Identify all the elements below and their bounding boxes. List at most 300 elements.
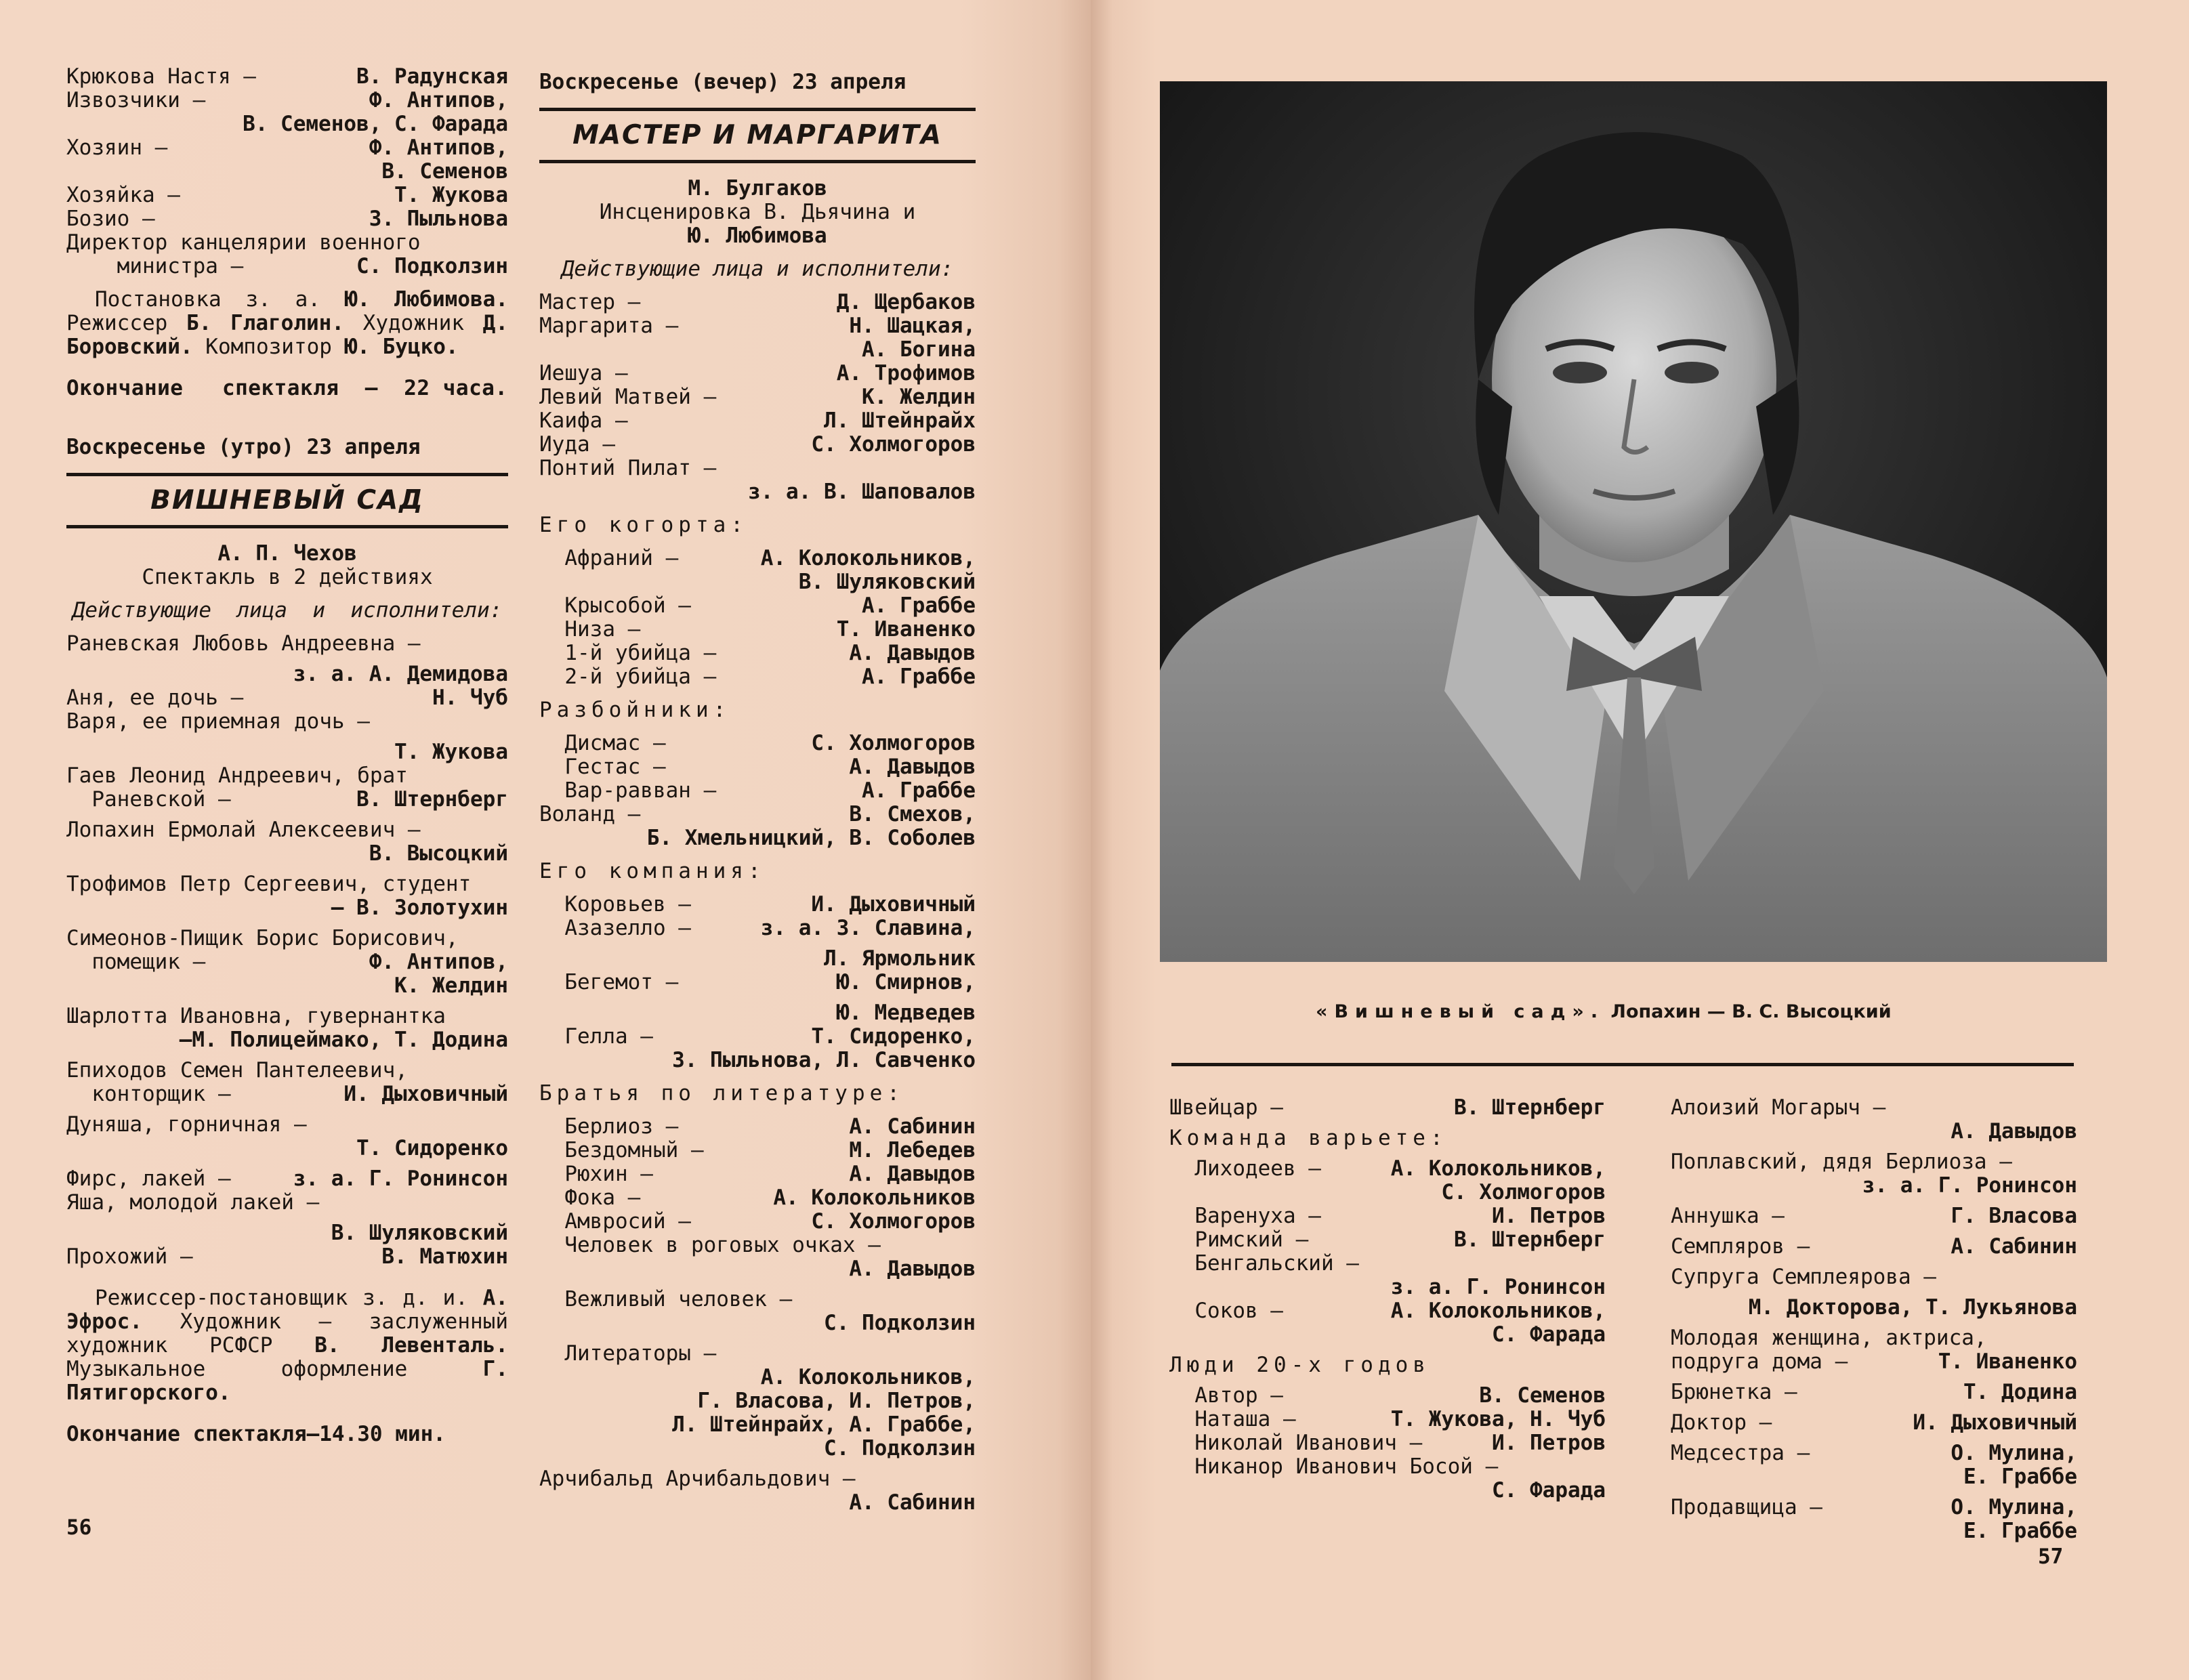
cast-row bbox=[66, 1005, 508, 1028]
role-label: Варенуха — bbox=[1169, 1204, 1321, 1228]
cast-list-2 bbox=[66, 632, 508, 1269]
page-number-left: 56 bbox=[66, 1515, 92, 1540]
photo-caption: «Вишневый сад». Лопахин — В. С. Высоцкий bbox=[1316, 1001, 1892, 1022]
left-column-2 bbox=[539, 70, 976, 1515]
performer-name: В. Радунская bbox=[356, 64, 508, 89]
date-heading-3: Воскресенье (вечер) 23 апреля bbox=[539, 70, 906, 94]
cast-row bbox=[539, 1366, 976, 1389]
role-label: Хозяин — bbox=[66, 135, 168, 160]
portrait-photo bbox=[1160, 81, 2107, 962]
cast-row bbox=[539, 480, 976, 504]
play-adaptation: Инсценировка В. Дьячина и bbox=[599, 200, 916, 224]
end-time-1: Окончание спектакля — 22 часа. bbox=[66, 376, 508, 400]
cast-row bbox=[66, 1245, 508, 1269]
performer-name: А. Богина bbox=[862, 337, 976, 362]
performer-name: В. Шуляковский bbox=[331, 1221, 508, 1245]
performer-name: С. Холмогоров bbox=[811, 432, 976, 457]
role-label: Продавщица — bbox=[1671, 1495, 1822, 1519]
cast-row bbox=[539, 1210, 976, 1234]
performer-name: Т. Жукова, Н. Чуб bbox=[1390, 1407, 1606, 1431]
cast-row bbox=[1671, 1265, 2077, 1289]
cast-header-2: Действующие лица и исполнители: bbox=[72, 598, 503, 623]
cast-row bbox=[539, 1342, 976, 1366]
cast-row bbox=[539, 826, 976, 850]
performer-name: з. а. Г. Ронинсон bbox=[293, 1167, 508, 1191]
role-label: министра — bbox=[66, 254, 244, 278]
performer-name: В. Высоцкий bbox=[369, 841, 508, 866]
role-label: Крысобой — bbox=[539, 593, 691, 618]
cast-row bbox=[1671, 1350, 2077, 1374]
performer-name: А. Давыдов bbox=[849, 641, 976, 665]
performer-name: А. Давыдов bbox=[849, 1257, 976, 1281]
performer-name: Е. Граббе bbox=[1963, 1465, 2077, 1489]
performer-name: Ф. Антипов, bbox=[369, 135, 508, 160]
cast-row bbox=[539, 1257, 976, 1281]
performer-name: К. Желдин bbox=[862, 385, 976, 409]
role-label: Алоизий Могарыч — bbox=[1671, 1095, 1886, 1120]
role-label: Автор — bbox=[1169, 1383, 1283, 1408]
role-label: подруга дома — bbox=[1671, 1349, 1848, 1374]
performer-name: А. Колокольников, bbox=[1390, 1156, 1606, 1181]
cast-row bbox=[66, 255, 508, 278]
cast-row bbox=[66, 1191, 508, 1215]
role-label: Поплавский, дядя Берлиоза — bbox=[1671, 1150, 2012, 1174]
performer-name: А. Граббе bbox=[862, 593, 976, 618]
cast-row bbox=[539, 314, 976, 338]
role-label: Раневской — bbox=[66, 787, 231, 812]
end-time-2: Окончание спектакля—14.30 мин. bbox=[66, 1422, 446, 1446]
rule bbox=[539, 108, 976, 111]
staff-credits-1 bbox=[66, 288, 508, 359]
cast-row bbox=[1169, 1384, 1606, 1408]
performer-name: О. Мулина, bbox=[1951, 1495, 2077, 1519]
cast-row bbox=[1169, 1431, 1606, 1455]
role-label: Арчибальд Арчибальдович — bbox=[539, 1467, 856, 1491]
cast-row bbox=[66, 160, 508, 184]
role-label: Соков — bbox=[1169, 1299, 1283, 1323]
cast-row bbox=[1169, 1323, 1606, 1347]
role-label: Медсестра — bbox=[1671, 1441, 1810, 1465]
cast-row bbox=[1671, 1442, 2077, 1465]
performer-name: з. а. А. Демидова bbox=[293, 662, 508, 686]
credit-text: Художник — заслуженный художник РСФСР bbox=[66, 1309, 508, 1358]
cast-row bbox=[66, 112, 508, 136]
cast-row bbox=[1169, 1455, 1606, 1479]
cast-row bbox=[539, 1288, 976, 1311]
cast-row bbox=[66, 1059, 508, 1083]
performer-name: С. Холмогоров bbox=[1441, 1180, 1606, 1204]
cast-row bbox=[539, 1413, 976, 1437]
performer-name: А. Колокольников bbox=[773, 1185, 976, 1210]
performer-name: В. Семенов, С. Фарада bbox=[243, 112, 508, 136]
role-label: Фока — bbox=[539, 1185, 641, 1210]
performer-name: Н. Шацкая, bbox=[849, 314, 976, 338]
cast-row bbox=[539, 570, 976, 594]
cast-row bbox=[1671, 1326, 2077, 1350]
cast-row bbox=[66, 950, 508, 974]
performer-name: С. Подколзин bbox=[824, 1311, 976, 1335]
cast-row bbox=[66, 740, 508, 764]
cast-row bbox=[66, 136, 508, 160]
performer-name: С. Подколзин bbox=[824, 1436, 976, 1461]
role-label: Иешуа — bbox=[539, 361, 628, 385]
performer-name: З. Пыльнова bbox=[369, 207, 508, 231]
cast-row bbox=[66, 1137, 508, 1160]
cast-row bbox=[66, 818, 508, 842]
performer-name: Н. Чуб bbox=[432, 686, 508, 710]
credit-text: Художник bbox=[343, 311, 483, 335]
role-label: Хозяйка — bbox=[66, 183, 180, 207]
performer-name: Т. Сидоренко bbox=[356, 1136, 508, 1160]
role-label: Аннушка — bbox=[1671, 1204, 1785, 1228]
credit-text: Постановка з. а. bbox=[95, 287, 345, 312]
performer-name: А. Колокольников, bbox=[760, 1365, 976, 1389]
role-label: Крюкова Настя — bbox=[66, 64, 256, 89]
role-label: Азазелло — bbox=[539, 916, 691, 940]
role-label: Наташа — bbox=[1169, 1407, 1296, 1431]
performer-name: з. а. Г. Ронинсон bbox=[1390, 1275, 1606, 1299]
date-heading-2: Воскресенье (утро) 23 апреля bbox=[66, 435, 421, 459]
cast-row bbox=[1671, 1235, 2077, 1259]
performer-name: Л. Штейнрайх bbox=[824, 408, 976, 433]
performer-name: Ю. Медведев bbox=[836, 1001, 976, 1025]
cast-row bbox=[539, 362, 976, 385]
performer-name: В. Матюхин bbox=[381, 1244, 508, 1269]
cast-row bbox=[539, 291, 976, 314]
role-label: помещик — bbox=[66, 950, 206, 974]
rule bbox=[66, 525, 508, 528]
credit-text: Б. Глаголин. bbox=[186, 311, 344, 335]
role-label: Лиходеев — bbox=[1169, 1156, 1321, 1181]
cast-row bbox=[539, 917, 976, 940]
cast-row bbox=[1671, 1411, 2077, 1435]
performer-name: А. Давыдов bbox=[849, 755, 976, 779]
cast-row bbox=[1671, 1204, 2077, 1228]
cast-row bbox=[66, 89, 508, 112]
right-column-1 bbox=[1169, 1096, 1606, 1503]
performer-name: И. Дыховичный bbox=[1913, 1410, 2077, 1435]
role-label: Гаев Леонид Андреевич, брат bbox=[66, 763, 408, 788]
play-adaptation-2: Ю. Любимова bbox=[688, 224, 827, 248]
cast-row bbox=[66, 896, 508, 920]
cast-row bbox=[539, 1186, 976, 1210]
cast-row bbox=[66, 663, 508, 686]
role-label: Варя, ее приемная дочь — bbox=[66, 709, 370, 734]
performer-name: з. а. З. Славина, bbox=[760, 916, 976, 940]
role-label: Фирс, лакей — bbox=[66, 1167, 231, 1191]
performer-name: Т. Иваненко bbox=[836, 617, 976, 642]
cast-row bbox=[1671, 1174, 2077, 1198]
performer-name: В. Штернберг bbox=[1454, 1227, 1606, 1252]
performer-name: З. Пыльнова, Л. Савченко bbox=[672, 1048, 976, 1072]
staff-credits-2 bbox=[66, 1286, 508, 1405]
credit-text: Музыкальное оформление bbox=[66, 1357, 483, 1381]
performer-name: В. Шуляковский bbox=[798, 570, 976, 594]
performer-name: С. Холмогоров bbox=[811, 731, 976, 755]
cast-row bbox=[66, 231, 508, 255]
group-heading: Его когорта: bbox=[539, 513, 748, 537]
role-label: Низа — bbox=[539, 617, 641, 642]
role-label: Трофимов Петр Сергеевич, студент bbox=[66, 872, 472, 896]
cast-row bbox=[539, 732, 976, 755]
credit-text: Д. Боровский. bbox=[66, 311, 508, 359]
role-label: 1-й убийца — bbox=[539, 641, 717, 665]
performer-name: Т. Сидоренко, bbox=[811, 1024, 976, 1049]
group-heading: Разбойники: bbox=[539, 698, 731, 722]
performer-name: з. а. В. Шаповалов bbox=[748, 480, 976, 504]
performer-name: М. Лебедев bbox=[849, 1138, 976, 1162]
cast-list-3e bbox=[539, 1115, 976, 1515]
cast-row bbox=[539, 1115, 976, 1139]
credit-text: Ю. Любимова. bbox=[344, 287, 508, 312]
performer-name: Т. Жукова bbox=[394, 740, 508, 764]
cast-row bbox=[1671, 1096, 2077, 1120]
performer-name: А. Колокольников, bbox=[1390, 1299, 1606, 1323]
cast-row bbox=[66, 788, 508, 812]
cast-row bbox=[539, 779, 976, 803]
credit-text: В. Левенталь. bbox=[314, 1333, 508, 1358]
cast-row bbox=[539, 457, 976, 480]
role-label: Коровьев — bbox=[539, 892, 691, 917]
page-number-right: 57 bbox=[2038, 1545, 2064, 1569]
cast-row bbox=[1671, 1519, 2077, 1543]
role-label: Дисмас — bbox=[539, 731, 666, 755]
right-column-2 bbox=[1671, 1096, 2077, 1543]
cast-row bbox=[66, 974, 508, 998]
cast-row bbox=[66, 632, 508, 656]
role-label: Мастер — bbox=[539, 290, 641, 314]
performer-name: Ф. Антипов, bbox=[369, 88, 508, 112]
cast-header-3: Действующие лица и исполнители: bbox=[561, 257, 954, 281]
performer-name: А. Давыдов bbox=[849, 1162, 976, 1186]
cast-list-3b bbox=[539, 547, 976, 689]
cast-row bbox=[539, 1389, 976, 1413]
performer-name: Т. Додина bbox=[1963, 1380, 2077, 1404]
performer-name: С. Фарада bbox=[1492, 1322, 1606, 1347]
role-label: Бездомный — bbox=[539, 1138, 704, 1162]
cast-row bbox=[539, 547, 976, 570]
cast-row bbox=[539, 338, 976, 362]
role-label: Левий Матвей — bbox=[539, 385, 717, 409]
role-label: Лопахин Ермолай Алексеевич — bbox=[66, 818, 421, 842]
performer-name: Л. Штейнрайх, А. Граббе, bbox=[672, 1412, 976, 1437]
performer-name: Т. Иваненко bbox=[1938, 1349, 2077, 1374]
cast-row bbox=[1169, 1204, 1606, 1228]
cast-row bbox=[539, 1025, 976, 1049]
role-label: 2-й убийца — bbox=[539, 665, 717, 689]
cast-row bbox=[1671, 1296, 2077, 1320]
role-label: Бегемот — bbox=[539, 970, 679, 994]
cast-row bbox=[66, 1083, 508, 1106]
performer-name: А. Сабинин bbox=[849, 1490, 976, 1515]
role-label: Иуда — bbox=[539, 432, 615, 457]
cast-row bbox=[539, 1491, 976, 1515]
role-label: Бенгальский — bbox=[1169, 1251, 1359, 1276]
play-title-2: ВИШНЕВЫЙ САД bbox=[150, 485, 424, 516]
performer-name: И. Дыховичный bbox=[343, 1082, 508, 1106]
cast-row bbox=[66, 764, 508, 788]
role-label: Директор канцелярии военного bbox=[66, 230, 421, 255]
credit-text: Композитор bbox=[192, 335, 345, 359]
performer-name: Г. Власова, И. Петров, bbox=[697, 1389, 976, 1413]
cast-row bbox=[66, 207, 508, 231]
cast-row bbox=[1169, 1299, 1606, 1323]
role-label: Яша, молодой лакей — bbox=[66, 1190, 320, 1215]
rule bbox=[1171, 1063, 2074, 1066]
role-label: Раневская Любовь Андреевна — bbox=[66, 631, 421, 656]
cast-row bbox=[539, 385, 976, 409]
role-label: Амвросий — bbox=[539, 1209, 691, 1234]
cast-row bbox=[539, 618, 976, 642]
role-label: Гелла — bbox=[539, 1024, 653, 1049]
performer-name: А. Сабинин bbox=[1951, 1234, 2077, 1259]
cast-row bbox=[1671, 1496, 2077, 1519]
performer-name: И. Дыховичный bbox=[811, 892, 976, 917]
role-label: Извозчики — bbox=[66, 88, 206, 112]
performer-name: А. Колокольников, bbox=[760, 546, 976, 570]
performer-name: Ф. Антипов, bbox=[369, 950, 508, 974]
cast-row bbox=[66, 842, 508, 866]
cast-row bbox=[1169, 1096, 1606, 1120]
role-label: Швейцар — bbox=[1169, 1095, 1283, 1120]
play-title-3: МАСТЕР И МАРГАРИТА bbox=[572, 120, 942, 150]
role-label: Молодая женщина, актриса, bbox=[1671, 1326, 1987, 1350]
group-heading: Его компания: bbox=[539, 859, 766, 883]
performer-name: С. Фарада bbox=[1492, 1478, 1606, 1503]
cast-row bbox=[539, 409, 976, 433]
cast-row bbox=[1169, 1157, 1606, 1181]
role-label: Семпляров — bbox=[1671, 1234, 1810, 1259]
cast-row bbox=[1169, 1479, 1606, 1503]
performer-name: А. Трофимов bbox=[836, 361, 976, 385]
performer-name: А. Граббе bbox=[862, 778, 976, 803]
cast-list-4 bbox=[1169, 1096, 1606, 1503]
cast-row bbox=[1671, 1465, 2077, 1489]
group-heading: Братья по литературе: bbox=[539, 1081, 904, 1106]
performer-name: И. Петров bbox=[1492, 1204, 1606, 1228]
cast-row bbox=[66, 1221, 508, 1245]
cast-row bbox=[539, 1049, 976, 1072]
role-label: Доктор — bbox=[1671, 1410, 1772, 1435]
cast-row bbox=[539, 947, 976, 971]
role-label: конторщик — bbox=[66, 1082, 231, 1106]
cast-row bbox=[1671, 1120, 2077, 1143]
role-label: Гестас — bbox=[539, 755, 666, 779]
role-label: Шарлотта Ивановна, гувернантка bbox=[66, 1004, 446, 1028]
role-label: Николай Иванович — bbox=[1169, 1431, 1423, 1455]
group-heading bbox=[1169, 1127, 1606, 1150]
group-heading-label: Команда варьете: bbox=[1169, 1126, 1448, 1150]
credit-text: Г. Пятигорского. bbox=[66, 1357, 508, 1405]
performer-name: В. Штернберг bbox=[1454, 1095, 1606, 1120]
role-label: Вежливый человек — bbox=[539, 1287, 793, 1311]
cast-list-5 bbox=[1671, 1096, 2077, 1543]
role-label: Берлиоз — bbox=[539, 1114, 679, 1139]
role-label: Дуняша, горничная — bbox=[66, 1112, 307, 1137]
cast-row bbox=[539, 1162, 976, 1186]
performer-name: Д. Щербаков bbox=[836, 290, 976, 314]
performer-name: А. Граббе bbox=[862, 665, 976, 689]
rule bbox=[66, 473, 508, 476]
cast-list-3c bbox=[539, 732, 976, 850]
role-label: Симеонов-Пищик Борис Борисович, bbox=[66, 926, 459, 950]
cast-row bbox=[539, 755, 976, 779]
cast-row bbox=[66, 184, 508, 207]
credit-text: Режиссер-постановщик з. д. и. bbox=[95, 1286, 483, 1310]
performer-name: А. Давыдов bbox=[1951, 1119, 2077, 1143]
performer-name: В. Семенов bbox=[1479, 1383, 1606, 1408]
credit-text: А. Эфрос. bbox=[66, 1286, 508, 1334]
credit-text: Режиссер bbox=[66, 311, 186, 335]
role-label: Прохожий — bbox=[66, 1244, 193, 1269]
performer-name: — В. Золотухин bbox=[331, 896, 508, 920]
rule bbox=[539, 160, 976, 163]
cast-list-3d bbox=[539, 893, 976, 1072]
credit-text: Ю. Буцко. bbox=[344, 335, 459, 359]
cast-list-3a bbox=[539, 291, 976, 504]
cast-row bbox=[1169, 1252, 1606, 1276]
cast-row bbox=[539, 642, 976, 665]
cast-row bbox=[66, 927, 508, 950]
cast-row bbox=[539, 1437, 976, 1461]
role-label: Никанор Иванович Босой — bbox=[1169, 1454, 1499, 1479]
performer-name: К. Желдин bbox=[394, 973, 508, 998]
performer-name: В. Штернберг bbox=[356, 787, 508, 812]
role-label: Брюнетка — bbox=[1671, 1380, 1797, 1404]
cast-row bbox=[66, 710, 508, 734]
role-label: Епиходов Семен Пантелеевич, bbox=[66, 1058, 408, 1083]
performer-name: Б. Хмельницкий, В. Соболев bbox=[646, 826, 976, 850]
cast-row bbox=[539, 1467, 976, 1491]
cast-row bbox=[1169, 1181, 1606, 1204]
performer-name: И. Петров bbox=[1492, 1431, 1606, 1455]
performer-name: Г. Власова bbox=[1951, 1204, 2077, 1228]
cast-row bbox=[66, 686, 508, 710]
role-label: Вар-равван — bbox=[539, 778, 717, 803]
performer-name: С. Подколзин bbox=[356, 254, 508, 278]
role-label: Воланд — bbox=[539, 802, 641, 826]
cast-row bbox=[539, 971, 976, 994]
role-label: Римский — bbox=[1169, 1227, 1309, 1252]
cast-row bbox=[539, 1001, 976, 1025]
cast-row bbox=[539, 803, 976, 826]
cast-row bbox=[66, 65, 508, 89]
cast-row bbox=[1671, 1150, 2077, 1174]
play-author-3: М. Булгаков bbox=[688, 176, 827, 201]
performer-name: —М. Полицеймако, Т. Додина bbox=[179, 1028, 508, 1052]
group-heading bbox=[1169, 1353, 1606, 1377]
role-label: Понтий Пилат — bbox=[539, 456, 717, 480]
cast-row bbox=[1169, 1276, 1606, 1299]
role-label: Маргарита — bbox=[539, 314, 679, 338]
cast-row bbox=[66, 1167, 508, 1191]
role-label: Супруга Семплеярова — bbox=[1671, 1265, 1936, 1289]
role-label: Человек в роговых очках — bbox=[539, 1233, 881, 1257]
role-label: Аня, ее дочь — bbox=[66, 686, 244, 710]
performer-name: О. Мулина, bbox=[1951, 1441, 2077, 1465]
performer-name: А. Сабинин bbox=[849, 1114, 976, 1139]
cast-list-continued bbox=[66, 65, 508, 278]
role-label: Каифа — bbox=[539, 408, 628, 433]
cast-row bbox=[539, 1311, 976, 1335]
performer-name: В. Смехов, bbox=[849, 802, 976, 826]
cast-row bbox=[539, 665, 976, 689]
cast-row bbox=[66, 873, 508, 896]
cast-row bbox=[539, 893, 976, 917]
cast-row bbox=[66, 1113, 508, 1137]
cast-row bbox=[1169, 1408, 1606, 1431]
cast-row bbox=[1169, 1228, 1606, 1252]
